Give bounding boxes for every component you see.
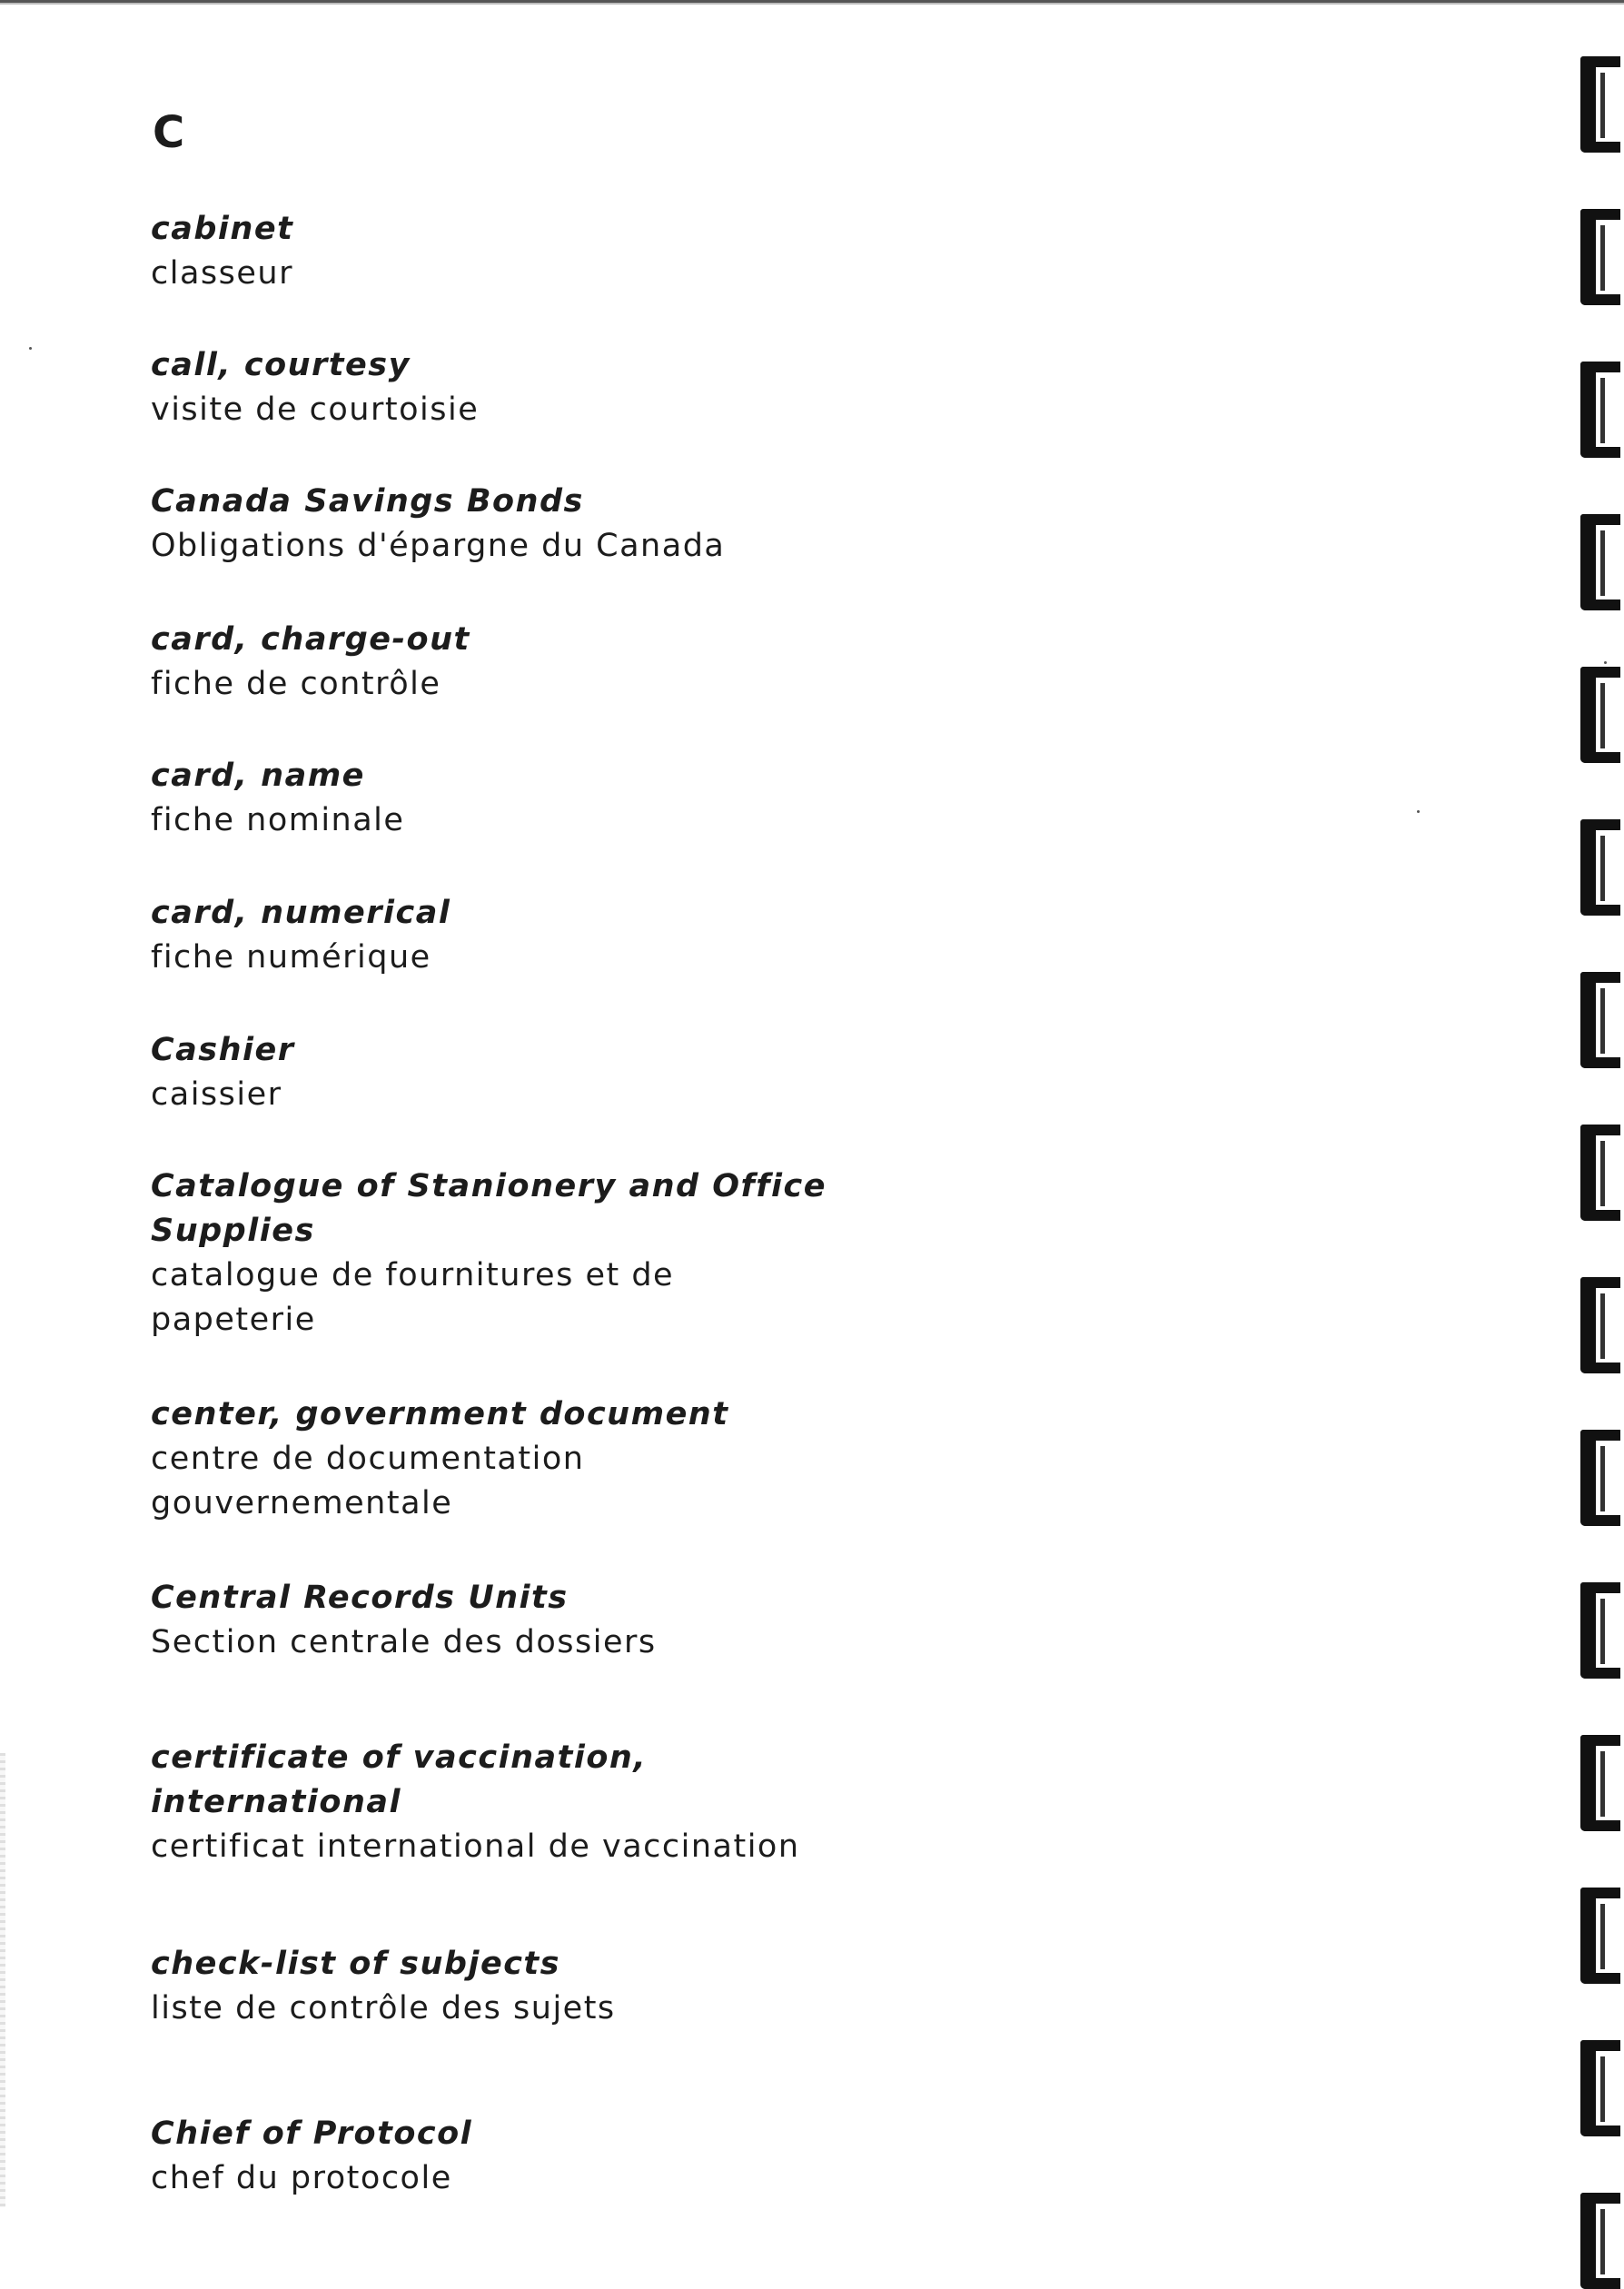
glossary-entry [151,2112,1059,2201]
binding-ring [1580,1582,1620,1679]
french-term: chef du protocole [151,2160,452,2196]
french-term: catalogue de fournitures et de papeterie [151,1257,675,1338]
french-term: Section centrale des dossiers [151,1624,657,1660]
binding-ring [1580,1735,1620,1831]
french-term: fiche nominale [151,802,405,838]
glossary-entry [151,1164,1059,1343]
glossary-entry [151,343,1059,432]
binding-ring [1580,2193,1620,2289]
english-term: Cashier [151,1032,295,1068]
glossary-entry [151,1028,1059,1117]
scan-edge-artifact [0,1753,5,2207]
english-term: cabinet [151,211,294,247]
english-term: call, courtesy [151,347,411,383]
section-letter: C [153,107,186,158]
glossary-entry [151,207,1059,296]
scan-speck [1417,810,1420,813]
english-term: center, government document [151,1396,729,1432]
english-term: Catalogue of Stanionery and Office Supplies [151,1168,827,1249]
english-term: check-list of subjects [151,1946,561,1982]
binding-ring [1580,514,1620,610]
glossary-entry [151,1392,1059,1526]
binding-ring [1580,209,1620,305]
glossary-entry [151,1576,1059,1665]
english-term: certificate of vaccination, international [151,1739,648,1820]
scan-speck [29,347,32,350]
glossary-entry [151,754,1059,843]
french-term: centre de documentation gouvernementale [151,1441,585,1521]
english-term: card, name [151,758,365,794]
english-term: Chief of Protocol [151,2116,473,2152]
glossary-entry [151,480,1059,569]
french-term: certificat international de vaccination [151,1828,800,1865]
binding-ring [1580,1430,1620,1526]
french-term: caissier [151,1076,282,1113]
french-term: visite de courtoisie [151,391,480,428]
binding-ring [1580,1888,1620,1984]
french-term: Obligations d'épargne du Canada [151,528,726,564]
binding-ring [1580,56,1620,153]
binding-ring [1580,1277,1620,1373]
english-term: card, charge-out [151,621,470,658]
top-border-shadow [0,3,1624,5]
glossary-entry [151,1942,1059,2031]
binding-ring [1580,972,1620,1068]
french-term: fiche numérique [151,939,431,976]
binding-ring [1580,667,1620,763]
glossary-entry [151,618,1059,707]
spiral-binding [1580,36,1624,2284]
french-term: fiche de contrôle [151,666,441,702]
french-term: classeur [151,255,293,292]
french-term: liste de contrôle des sujets [151,1990,616,2026]
english-term: Canada Savings Bonds [151,483,584,520]
glossary-entry [151,891,1059,980]
binding-ring [1580,2040,1620,2136]
english-term: card, numerical [151,895,451,931]
binding-ring [1580,819,1620,916]
binding-ring [1580,362,1620,458]
english-term: Central Records Units [151,1580,569,1616]
binding-ring [1580,1125,1620,1221]
glossary-entry [151,1736,1059,1869]
